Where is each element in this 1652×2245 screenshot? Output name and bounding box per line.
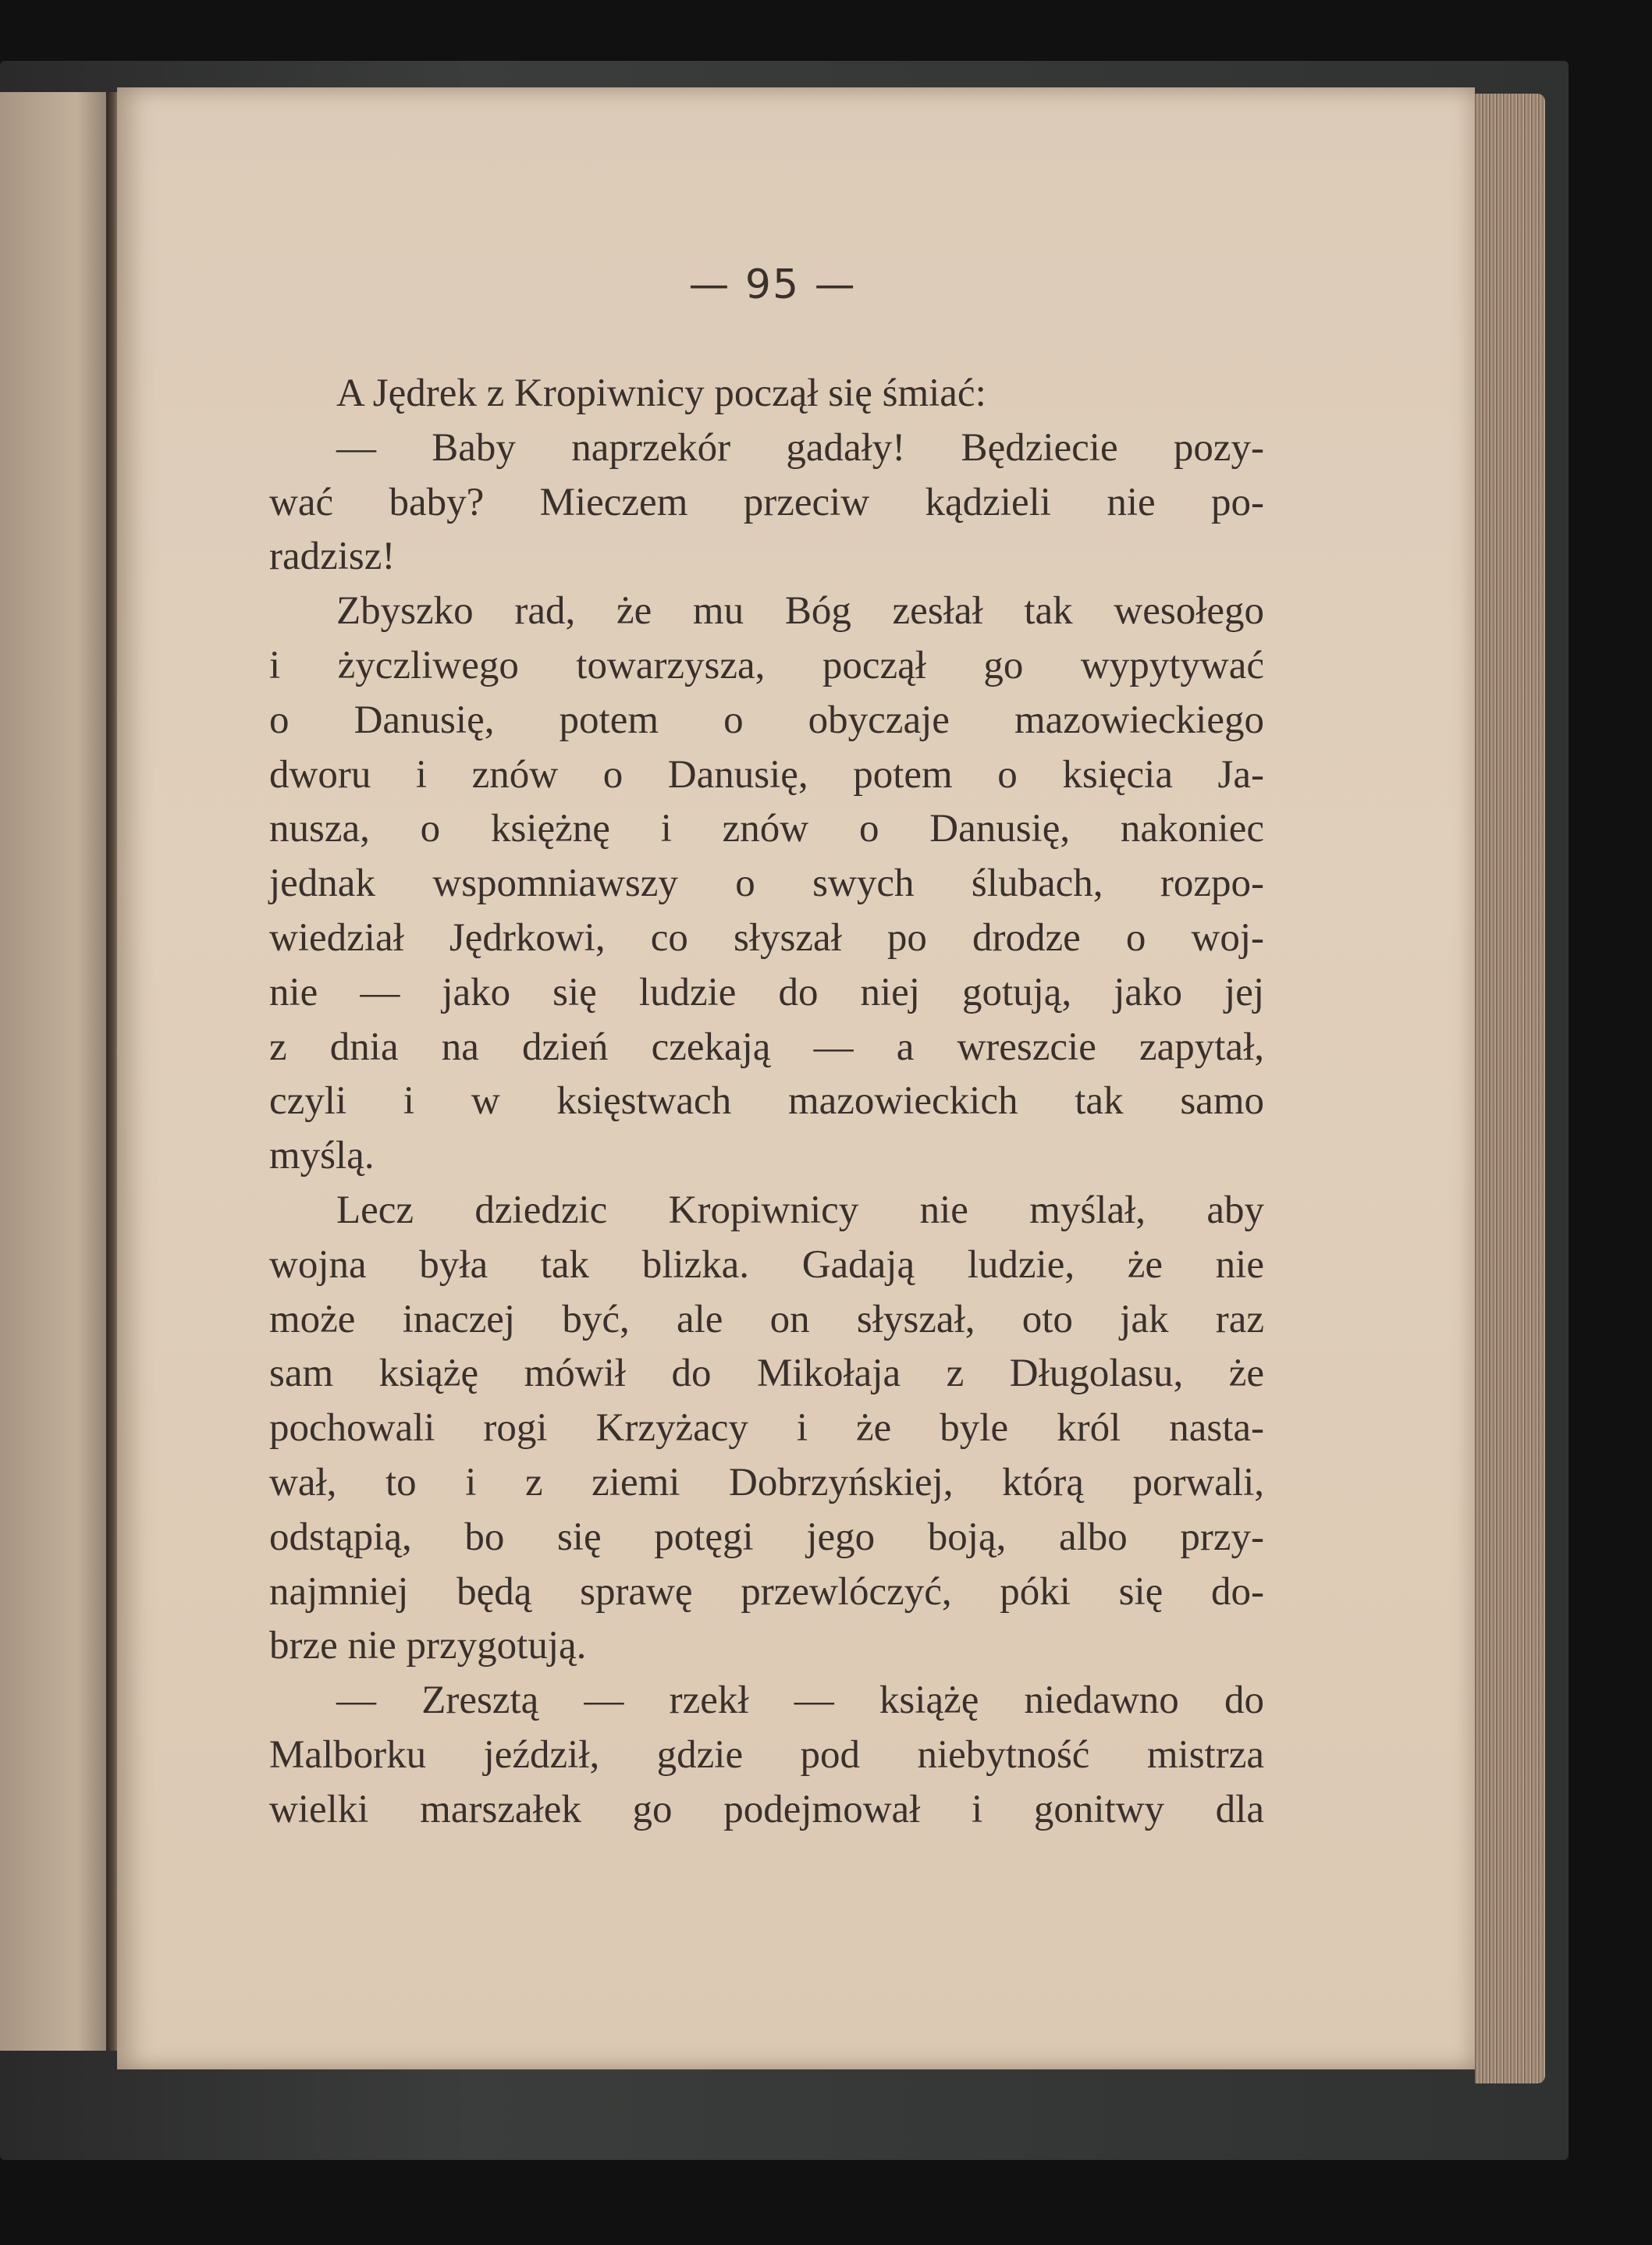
- text-line: jednak wspomniawszy o swych ślubach, rozpo-: [269, 861, 1264, 906]
- text-line: A Jędrek z Kropiwnicy począł się śmiać:: [336, 371, 986, 415]
- text-line: nusza, o księżnę i znów o Danusię, nakoniec: [269, 807, 1264, 851]
- text-line: brze nie przygotują.: [269, 1624, 587, 1668]
- text-line: o Danusię, potem o obyczaje mazowieckiego: [269, 698, 1264, 742]
- text-line: najmniej będą sprawę przewlóczyć, póki się do-: [269, 1569, 1264, 1614]
- text-line: z dnia na dzień czekają — a wreszcie zapytał,: [269, 1025, 1264, 1069]
- text-line: wać baby? Mieczem przeciw kądzieli nie po-: [269, 480, 1264, 524]
- text-line: sam książę mówił do Mikołaja z Długolasu, że: [269, 1352, 1264, 1396]
- body-text: [269, 367, 1264, 1838]
- text-line: Lecz dziedzic Kropiwnicy nie myślał, aby: [336, 1188, 1264, 1232]
- text-line: odstąpią, bo się potęgi jego boją, albo przy-: [269, 1515, 1264, 1559]
- text-line: wiedział Jędrkowi, co słyszał po drodze o woj-: [269, 915, 1264, 960]
- text-line: może inaczej być, ale on słyszał, oto jak raz: [269, 1297, 1264, 1341]
- text-line: nie — jako się ludzie do niej gotują, jako jej: [269, 970, 1264, 1014]
- text-line: — Baby naprzekór gadały! Będziecie pozy-: [336, 425, 1264, 470]
- text-line: Zbyszko rad, że mu Bóg zesłał tak wesołego: [336, 589, 1264, 634]
- text-line: — Zresztą — rzekł — książę niedawno do: [336, 1678, 1264, 1723]
- text-line: radzisz!: [269, 535, 396, 579]
- text-line: czyli i w księstwach mazowieckich tak samo: [269, 1079, 1264, 1124]
- page-edges: [1475, 94, 1545, 2083]
- text-line: Malborku jeździł, gdzie pod niebytność mistrza: [269, 1732, 1264, 1777]
- text-line: myślą.: [269, 1134, 375, 1178]
- text-line: wał, to i z ziemi Dobrzyńskiej, którą porwali,: [269, 1460, 1264, 1504]
- text-line: wojna była tak blizka. Gadają ludzie, że nie: [269, 1242, 1264, 1287]
- page-number: — 95 —: [688, 261, 857, 308]
- text-line: pochowali rogi Krzyżacy i że byle król nasta-: [269, 1406, 1264, 1451]
- text-line: wielki marszałek go podejmował i gonitwy dla: [269, 1787, 1264, 1831]
- text-line: dworu i znów o Danusię, potem o księcia Ja-: [269, 752, 1264, 797]
- previous-page-edge: [0, 92, 109, 2051]
- text-line: i życzliwego towarzysza, począł go wypytywać: [269, 643, 1264, 687]
